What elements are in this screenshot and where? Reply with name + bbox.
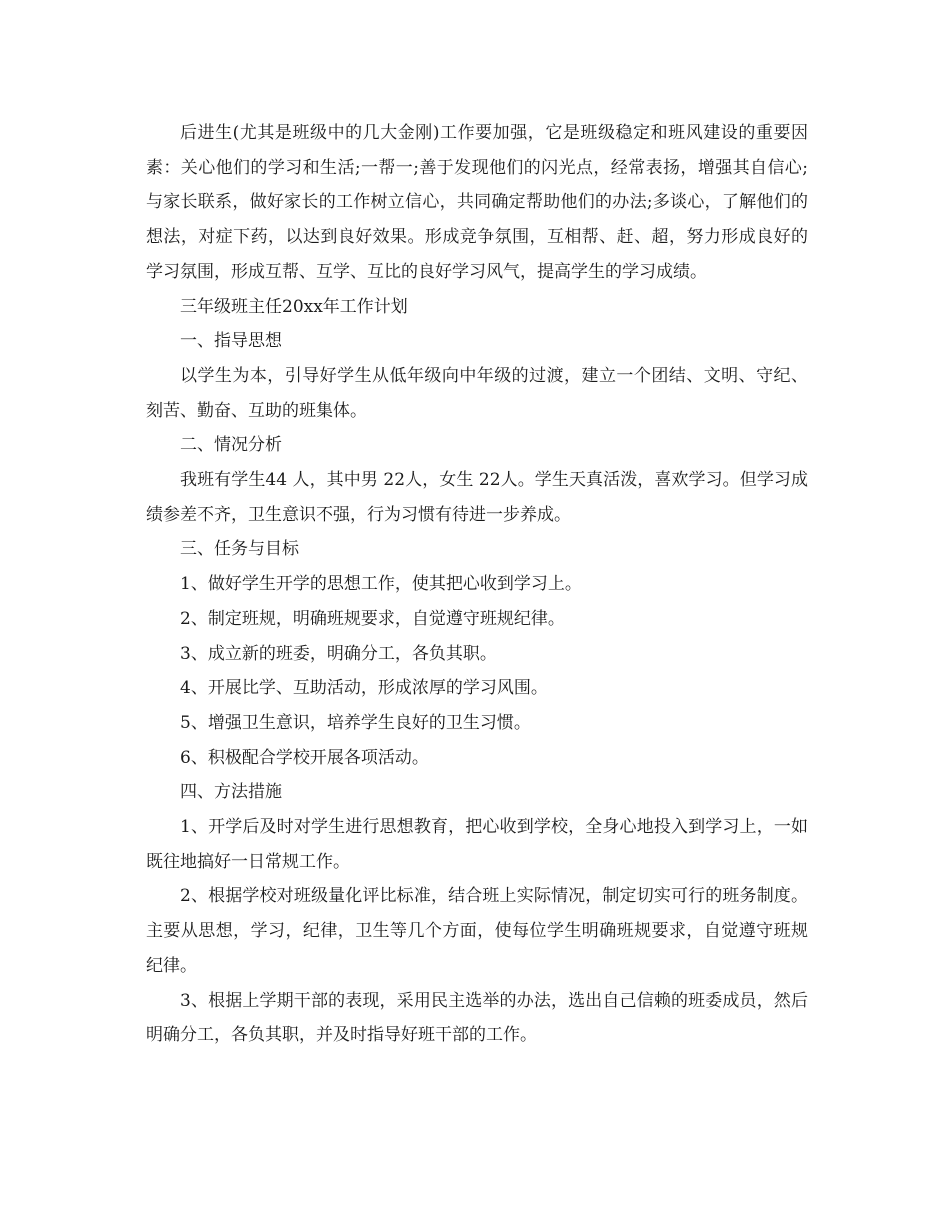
paragraph-situation-analysis: 我班有学生44 人，其中男 22人，女生 22人。学生天真活泼，喜欢学习。但学习成绩参差不齐，卫生意识不强，行为习惯有待进一步养成。 [146,470,808,525]
list-item-method-1: 1、开学后及时对学生进行思想教育，把心收到学校，全身心地投入到学习上，一如既往地搞好一日常规工作。 [146,817,808,872]
document-body [146,116,808,1053]
list-item-method-2: 2、根据学校对班级量化评比标准，结合班上实际情况，制定切实可行的班务制度。主要从思想，学习，纪律，卫生等几个方面，使每位学生明确班规要求，自觉遵守班规纪律。 [146,886,808,976]
section-heading-situation-analysis: 二、情况分析 [180,435,282,456]
list-item-task-1: 1、做好学生开学的思想工作，使其把心收到学习上。 [180,574,582,595]
paragraph-guiding-ideology: 以学生为本，引导好学生从低年级向中年级的过渡，建立一个团结、文明、守纪、刻苦、勤奋、互助的班集体。 [146,365,808,421]
list-item-task-6: 6、积极配合学校开展各项活动。 [180,747,429,768]
list-item-task-4: 4、开展比学、互助活动，形成浓厚的学习风围。 [180,678,548,699]
list-item-task-2: 2、制定班规，明确班规要求，自觉遵守班规纪律。 [180,608,565,629]
list-item-task-5: 5、增强卫生意识，培养学生良好的卫生习惯。 [180,712,531,733]
list-item-task-3: 3、成立新的班委，明确分工，各负其职。 [180,643,497,664]
paragraph-lagging-students: 后进生(尤其是班级中的几大金刚)工作要加强，它是班级稳定和班风建设的重要因素：关心他们的学习和生活;一帮一;善于发现他们的闪光点，经常表扬，增强其自信心;与家长联系，做好家长的工作树立信心，共同确定帮助他们的办法;多谈心，了解他们的想法，对症下药，以达到良好效果。形成竞争氛围，互相帮、赶、超，努力形成良好的学习氛围，形成互帮、互学、互比的良好学习风气，提高学生的学习成绩。 [146,123,808,282]
section-heading-guiding-ideology: 一、指导思想 [180,331,282,352]
section-heading-tasks-goals: 三、任务与目标 [180,539,299,560]
document-title: 三年级班主任20xx年工作计划 [180,296,408,317]
list-item-method-3: 3、根据上学期干部的表现，采用民主选举的办法，选出自己信赖的班委成员，然后明确分工，各负其职，并及时指导好班干部的工作。 [146,990,808,1046]
section-heading-methods: 四、方法措施 [180,782,282,803]
